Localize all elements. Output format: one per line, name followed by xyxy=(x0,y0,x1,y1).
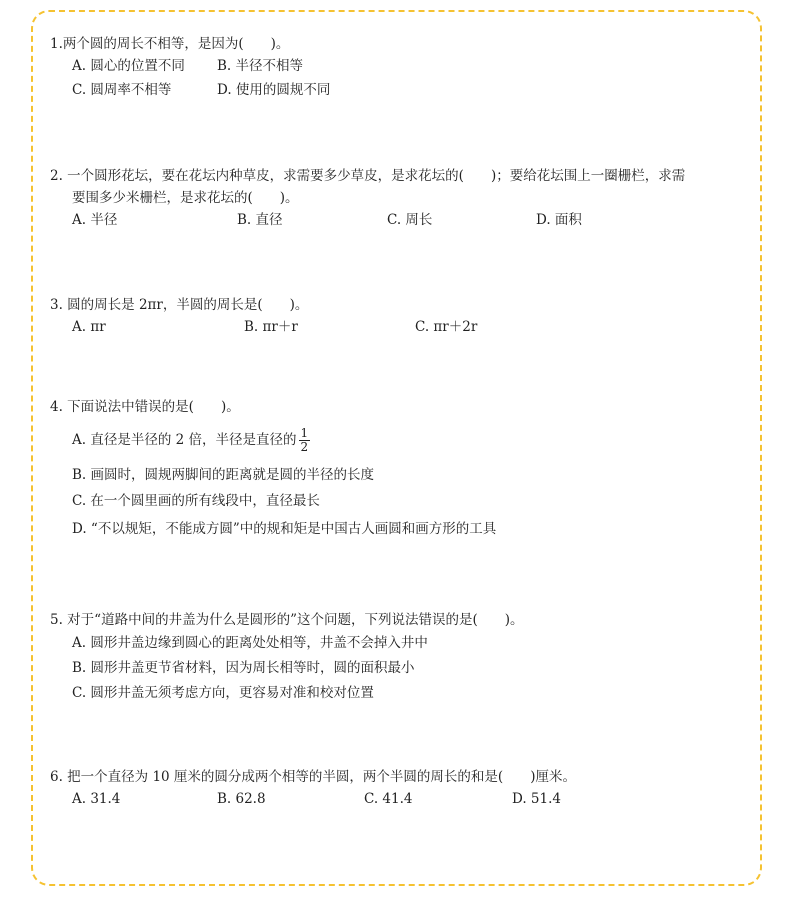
question-3-option-a[interactable]: A. πr xyxy=(72,319,106,335)
question-6-option-c[interactable]: C. 41.4 xyxy=(364,791,413,807)
question-1-option-d[interactable]: D. 使用的圆规不同 xyxy=(217,82,331,98)
question-1-option-b[interactable]: B. 半径不相等 xyxy=(217,58,304,74)
question-3 xyxy=(50,294,572,340)
question-4-option-a-text: A. 直径是半径的 2 倍，半径是直径的 xyxy=(72,432,297,448)
question-2-stem-line-2: 要围多少米栅栏，是求花坛的( )。 xyxy=(72,190,299,206)
question-5-option-c[interactable]: C. 圆形井盖无须考虑方向，更容易对准和校对位置 xyxy=(72,685,374,701)
question-4-stem: 4. 下面说法中错误的是( )。 xyxy=(50,399,240,415)
question-5-option-b[interactable]: B. 圆形井盖更节省材料，因为周长相等时，圆的面积最小 xyxy=(72,660,415,676)
question-3-stem: 3. 圆的周长是 2πr，半圆的周长是( )。 xyxy=(50,297,309,313)
fraction-denominator: 2 xyxy=(300,439,309,454)
question-3-option-b[interactable]: B. πr＋r xyxy=(244,319,298,335)
question-2-option-c[interactable]: C. 周长 xyxy=(387,212,433,228)
question-2 xyxy=(50,165,685,233)
question-6-option-b[interactable]: B. 62.8 xyxy=(217,791,266,807)
question-2-option-b[interactable]: B. 直径 xyxy=(237,212,283,228)
question-4-option-a[interactable] xyxy=(50,418,496,462)
question-5-option-a[interactable]: A. 圆形井盖边缘到圆心的距离处处相等，井盖不会掉入井中 xyxy=(72,635,428,651)
question-1-option-a[interactable]: A. 圆心的位置不同 xyxy=(72,58,185,74)
question-4-option-d[interactable]: D. “不以规矩，不能成方圆”中的规和矩是中国古人画圆和画方形的工具 xyxy=(72,521,497,537)
question-2-stem-line-1: 2. 一个圆形花坛，要在花坛内种草皮，求需要多少草皮，是求花坛的( )；要给花坛围上一圈栅栏，求需 xyxy=(50,168,686,184)
question-2-option-d[interactable]: D. 面积 xyxy=(536,212,582,228)
question-4-option-b[interactable]: B. 画圆时，圆规两脚间的距离就是圆的半径的长度 xyxy=(72,467,375,483)
question-3-option-c[interactable]: C. πr＋2r xyxy=(415,319,478,335)
question-4-option-c[interactable]: C. 在一个圆里画的所有线段中，直径最长 xyxy=(72,493,320,509)
question-5 xyxy=(50,609,524,706)
fraction-numerator: 1 xyxy=(300,425,309,440)
question-4 xyxy=(50,396,496,540)
question-6-option-d[interactable]: D. 51.4 xyxy=(512,791,561,807)
question-5-stem: 5. 对于“道路中间的井盖为什么是圆形的”这个问题，下列说法错误的是( )。 xyxy=(50,612,524,628)
question-1-option-c[interactable]: C. 圆周率不相等 xyxy=(72,82,172,98)
question-1 xyxy=(50,33,372,103)
question-6 xyxy=(50,766,632,812)
question-6-option-a[interactable]: A. 31.4 xyxy=(72,791,121,807)
fraction-one-half xyxy=(299,427,311,454)
question-1-stem: 1.两个圆的周长不相等，是因为( )。 xyxy=(50,36,290,52)
question-2-option-a[interactable]: A. 半径 xyxy=(72,212,118,228)
question-6-stem: 6. 把一个直径为 10 厘米的圆分成两个相等的半圆，两个半圆的周长的和是( )厘米。 xyxy=(50,769,576,785)
